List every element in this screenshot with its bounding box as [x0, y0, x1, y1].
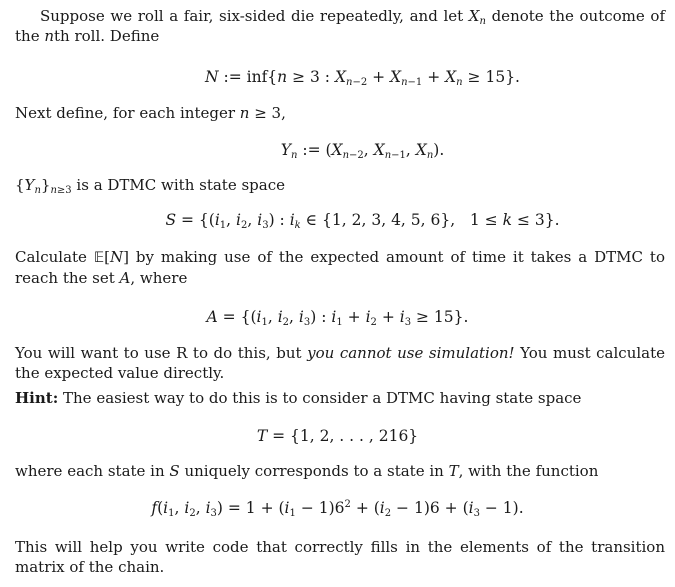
- closing-paragraph: [15, 537, 665, 577]
- hint-text: The easiest way to do this is to consider a DTMC having state space: [58, 389, 582, 407]
- where-paragraph: where each state in S uniquely corresponds to a state in T, with the function: [15, 462, 599, 480]
- hint-paragraph: [15, 388, 665, 408]
- simulation-note-emphasis: you cannot use simulation!: [307, 344, 515, 362]
- simulation-note-a: You will want to use R to do this, but: [15, 344, 308, 362]
- intro-paragraph: Suppose we roll a fair, six-sided die repeatedly, and let $X_n$ denote the outcome of the nth roll. Define: [15, 7, 665, 45]
- dtmc-statement: $\{Y_n\}_{n\ge 3}$ is a DTMC with state space: [15, 176, 285, 196]
- equation-S: $S = \{(i_1$, $i_2$, $i_3$) : $i_k$ ∈ {1, 2, 3, 4, 5, 6}, 1 ≤ k ≤ 3}.: [165, 211, 560, 231]
- equation-N: N := inf{n ≥ 3 : $X_{n-2} + X_{n-1} + X_n \ge 15$}.: [205, 68, 520, 88]
- equation-f: $f(i_1$, $i_2$, $i_3) = 1 + (i_1 - 1)6^2 + (i_2 - 1)6 + (i_3 - 1)$.: [151, 499, 524, 519]
- equation-A: $A = \{(i_1$, $i_2$, $i_3$) : $i_1 + i_2 + i_3 \ge 15$}.: [206, 308, 469, 328]
- next-define-text: Next define, for each integer n ≥ 3,: [15, 104, 286, 122]
- simulation-note-b: You must calculate the expected value directly.: [15, 344, 665, 382]
- simulation-note-paragraph: [15, 343, 665, 383]
- equation-T: T = {1, 2, . . . , 216}: [256, 427, 419, 445]
- calculate-paragraph: Calculate 𝔼[N] by making use of the expected amount of time it takes a DTMC to reach the set A, where: [15, 248, 665, 287]
- closing-text: This will help you write code that correctly fills in the elements of the transition matrix of the chain.: [15, 538, 665, 576]
- hint-label: Hint:: [15, 389, 59, 407]
- equation-Y: $Y_n$ := ($X_{n-2}$, $X_{n-1}$, $X_n$).: [280, 141, 445, 161]
